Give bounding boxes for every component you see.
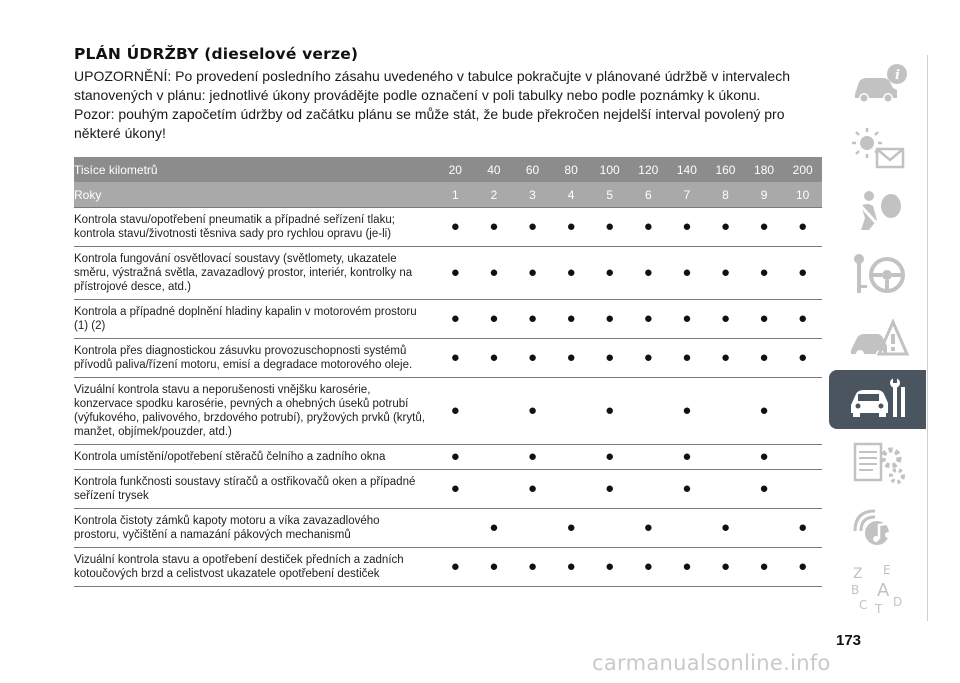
table-row [74,378,822,445]
service-dot: ● [475,300,514,339]
service-dot: ● [513,208,552,247]
empty-cell [475,378,514,445]
service-dot: ● [629,247,668,300]
header-km-cell: 60 [513,157,552,182]
header-km-cell: 20 [436,157,475,182]
table-row [74,247,822,300]
service-dot: ● [436,548,475,587]
service-dot: ● [783,548,822,587]
index-letter: T [874,601,882,614]
task-description: Kontrola fungování osvětlovací soustavy (světlomety, ukazatele směru, výstražná světla, zavazadlový prostor, interiér, kontrolky na přístrojové desce, atd.) [74,247,436,300]
service-dot: ● [513,548,552,587]
key-steering-wheel-icon [847,249,909,299]
service-dot: ● [706,300,745,339]
header-year-cell: 1 [436,182,475,208]
task-description: Kontrola čistoty zámků kapoty motoru a víka zavazadlového prostoru, vyčištění a namazání pákových mechanismů [74,509,436,548]
header-label: Tisíce kilometrů [74,157,436,182]
index-letter: E [882,563,891,577]
header-km-cell: 140 [668,157,707,182]
empty-cell [552,378,591,445]
index-letter: A [876,579,889,601]
service-dot: ● [629,548,668,587]
multimedia-icon [847,501,909,551]
tab-multimedia[interactable] [829,496,926,555]
service-dot: ● [783,339,822,378]
service-dot: ● [513,470,552,509]
header-year-cell: 3 [513,182,552,208]
service-dot: ● [436,208,475,247]
service-dot: ● [552,247,591,300]
header-year-cell: 10 [783,182,822,208]
header-year-cell: 2 [475,182,514,208]
page-title: PLÁN ÚDRŽBY (dieselové verze) [74,45,359,63]
service-dot: ● [513,445,552,470]
airbag-safety-icon [847,186,909,236]
tab-starting-driving[interactable] [829,244,926,303]
table-row [74,208,822,247]
intro-warning: UPOZORNĚNÍ: Po provedení posledního zásahu uvedeného v tabulce pokračujte v plánované údržbě v intervalech stanovených v plánu: jednotlivé úkony provádějte podle označení v poli tabulky nebo podle poznámky k úkonu. [74,68,790,103]
service-dot: ● [745,339,784,378]
task-description: Vizuální kontrola stavu a neporušenosti vnějšku karosérie, konzervace spodku karosérie, pevných a ohebných úseků potrubí (výfukového, palivového, brzdového potrubí), pryžových prvků (krytů, manžet, objímek/pouzder, atd.) [74,378,436,445]
service-dot: ● [590,208,629,247]
service-dot: ● [706,548,745,587]
service-dot: ● [513,247,552,300]
service-dot: ● [745,445,784,470]
empty-cell [475,470,514,509]
header-km-cell: 120 [629,157,668,182]
header-km-cell: 180 [745,157,784,182]
empty-cell [475,445,514,470]
chapter-sidebar [829,55,928,621]
empty-cell [629,378,668,445]
service-dot: ● [668,470,707,509]
table-row [74,339,822,378]
service-dot: ● [668,445,707,470]
intro-text [74,67,824,143]
tab-index[interactable] [829,559,926,618]
service-dot: ● [668,548,707,587]
service-dot: ● [783,509,822,548]
service-dot: ● [436,247,475,300]
empty-cell [590,509,629,548]
service-dot: ● [668,247,707,300]
header-year-cell: 7 [668,182,707,208]
header-year-cell: 5 [590,182,629,208]
service-dot: ● [706,247,745,300]
page-number: 173 [836,632,862,649]
tab-car-info[interactable] [829,55,926,114]
service-dot: ● [745,300,784,339]
empty-cell [783,378,822,445]
service-dot: ● [590,445,629,470]
task-description: Kontrola umístění/opotřebení stěračů čelního a zadního okna [74,445,436,470]
maintenance-table [74,157,822,587]
empty-cell [783,445,822,470]
empty-cell [552,470,591,509]
header-year-cell: 4 [552,182,591,208]
service-dot: ● [552,509,591,548]
index-letter: Z [852,565,863,582]
service-dot: ● [629,509,668,548]
service-dot: ● [668,339,707,378]
empty-cell [629,445,668,470]
task-description: Kontrola a případné doplnění hladiny kapalin v motorovém prostoru (1) (2) [74,300,436,339]
service-dot: ● [552,300,591,339]
service-dot: ● [745,247,784,300]
index-letter: C [858,597,867,612]
service-dot: ● [590,339,629,378]
service-dot: ● [629,208,668,247]
empty-cell [706,445,745,470]
alphabetical-index-icon [847,564,909,614]
tab-warning-lights[interactable] [829,118,926,177]
car-maintenance-icon [847,375,909,425]
tab-technical-data[interactable] [829,433,926,492]
tab-safety[interactable] [829,181,926,240]
service-dot: ● [706,339,745,378]
service-dot: ● [629,300,668,339]
header-row-years [74,182,822,208]
index-letter: B [850,582,859,597]
empty-cell [745,509,784,548]
header-km-cell: 200 [783,157,822,182]
table-row [74,300,822,339]
task-description: Kontrola přes diagnostickou zásuvku provozuschopnosti systémů přívodů paliva/řízení motoru, emisí a degradace motorového oleje. [74,339,436,378]
service-dot: ● [513,300,552,339]
service-dot: ● [745,548,784,587]
table-row [74,470,822,509]
service-dot: ● [552,339,591,378]
service-dot: ● [513,378,552,445]
service-dot: ● [475,548,514,587]
service-dot: ● [629,339,668,378]
service-dot: ● [436,378,475,445]
service-dot: ● [552,548,591,587]
index-letter: D [892,594,902,609]
service-dot: ● [783,208,822,247]
empty-cell [668,509,707,548]
service-dot: ● [783,300,822,339]
empty-cell [552,445,591,470]
service-dot: ● [513,339,552,378]
empty-cell [706,378,745,445]
service-dot: ● [590,548,629,587]
service-dot: ● [475,509,514,548]
service-dot: ● [475,339,514,378]
table-row [74,445,822,470]
header-year-cell: 6 [629,182,668,208]
svg-text:i: i [894,67,900,83]
header-year-cell: 9 [745,182,784,208]
warning-lights-icon [847,123,909,173]
service-dot: ● [475,208,514,247]
service-dot: ● [706,509,745,548]
service-dot: ● [436,445,475,470]
header-km-cell: 100 [590,157,629,182]
service-dot: ● [706,208,745,247]
technical-data-icon [847,438,909,488]
watermark: carmanualsonline.info [592,651,831,675]
emergency-icon [847,312,909,362]
service-dot: ● [668,300,707,339]
service-dot: ● [552,208,591,247]
empty-cell [513,509,552,548]
service-dot: ● [745,470,784,509]
empty-cell [629,470,668,509]
table-row [74,509,822,548]
service-dot: ● [590,300,629,339]
header-row-km [74,157,822,182]
tab-emergency[interactable] [829,307,926,366]
header-label: Roky [74,182,436,208]
service-dot: ● [590,247,629,300]
service-dot: ● [436,339,475,378]
service-dot: ● [436,470,475,509]
service-dot: ● [590,470,629,509]
service-dot: ● [745,208,784,247]
empty-cell [436,509,475,548]
service-dot: ● [475,247,514,300]
tab-maintenance[interactable] [829,370,926,429]
empty-cell [706,470,745,509]
table-row [74,548,822,587]
empty-cell [783,470,822,509]
header-km-cell: 40 [475,157,514,182]
header-km-cell: 160 [706,157,745,182]
service-dot: ● [745,378,784,445]
intro-note: Pozor: pouhým započetím údržby od začátku plánu se může stát, že bude překročen nejdelší interval povolený pro některé úkony! [74,106,785,141]
task-description: Vizuální kontrola stavu a opotřebení destiček předních a zadních kotoučových brzd a celistvost ukazatele opotřebení destiček [74,548,436,587]
service-dot: ● [783,247,822,300]
car-info-icon [847,60,909,110]
header-km-cell: 80 [552,157,591,182]
service-dot: ● [436,300,475,339]
task-description: Kontrola stavu/opotřebení pneumatik a případné seřízení tlaku; kontrola stavu/životnosti těsniva sady pro rychlou opravu (je-li) [74,208,436,247]
header-year-cell: 8 [706,182,745,208]
task-description: Kontrola funkčnosti soustavy stíračů a ostřikovačů oken a případné seřízení trysek [74,470,436,509]
service-dot: ● [668,208,707,247]
service-dot: ● [668,378,707,445]
service-dot: ● [590,378,629,445]
